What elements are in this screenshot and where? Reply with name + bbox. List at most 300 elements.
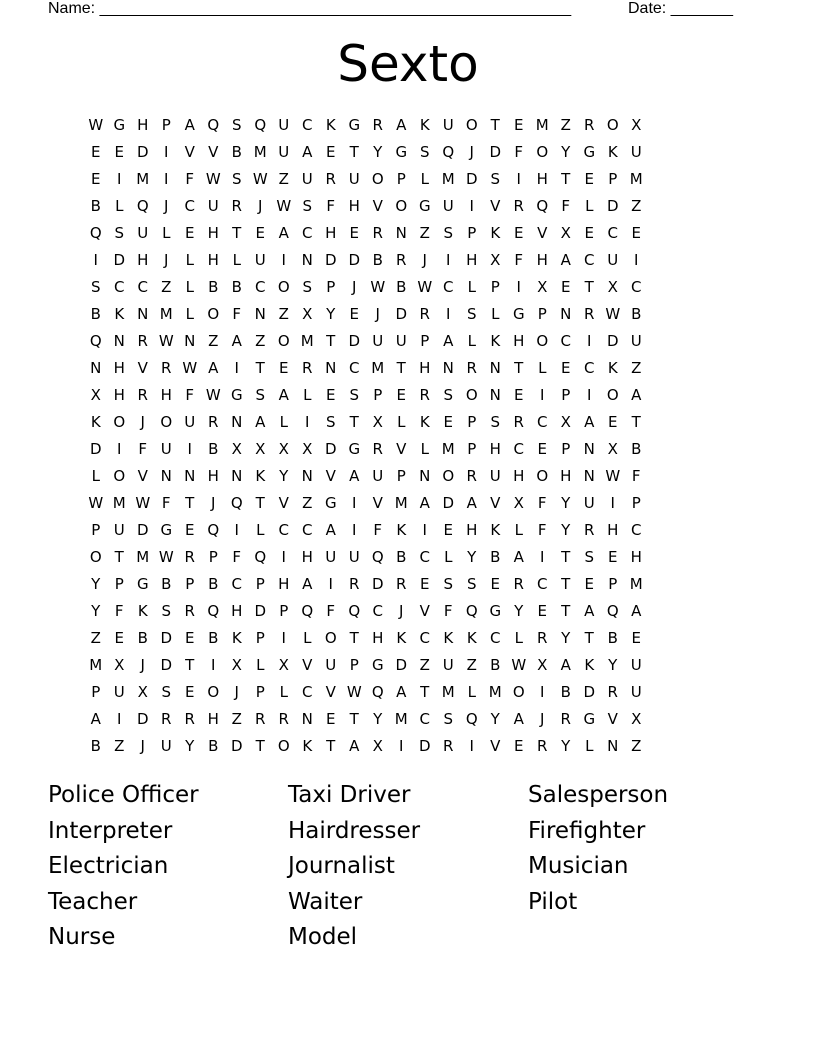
grid-letter: V (607, 710, 618, 728)
grid-letter: C (114, 278, 125, 296)
grid-letter: R (396, 251, 407, 269)
grid-letter: C (302, 116, 313, 134)
grid-letter: L (467, 332, 476, 350)
grid-letter: I (587, 386, 592, 404)
grid-letter: Y (185, 737, 195, 755)
grid-letter: M (89, 656, 103, 674)
grid-letter: F (185, 386, 195, 404)
grid-letter: F (326, 602, 336, 620)
grid-letter: L (514, 629, 523, 647)
grid-letter: V (396, 440, 407, 458)
grid-letter: M (629, 575, 643, 593)
grid-letter: Q (254, 548, 267, 566)
grid-letter: P (631, 494, 641, 512)
grid-letter: S (443, 575, 454, 593)
grid-letter: M (136, 170, 150, 188)
grid-letter: W (158, 548, 174, 566)
grid-letter: K (466, 629, 477, 647)
grid-letter: R (302, 359, 313, 377)
grid-letter: I (305, 413, 310, 431)
grid-letter: T (561, 548, 571, 566)
grid-letter: I (234, 359, 239, 377)
grid-letter: T (514, 359, 524, 377)
grid-letter: I (540, 386, 545, 404)
grid-letter: M (629, 170, 643, 188)
grid-letter: G (348, 116, 361, 134)
grid-letter: M (488, 683, 502, 701)
grid-letter: T (232, 224, 242, 242)
grid-row (84, 598, 648, 625)
grid-letter: L (467, 683, 476, 701)
grid-letter: M (441, 440, 455, 458)
grid-letter: O (207, 683, 220, 701)
grid-letter: X (631, 710, 642, 728)
grid-letter: T (349, 629, 359, 647)
grid-row (84, 571, 648, 598)
grid-letter: V (208, 143, 219, 161)
grid-letter: C (631, 521, 642, 539)
grid-letter: G (136, 575, 149, 593)
grid-letter: M (441, 683, 455, 701)
grid-letter: R (184, 602, 195, 620)
grid-letter: P (373, 386, 383, 404)
grid-letter: D (136, 710, 149, 728)
word-list-item: Taxi Driver (288, 782, 411, 808)
grid-letter: R (137, 386, 148, 404)
grid-letter: R (255, 710, 266, 728)
grid-letter: T (584, 278, 594, 296)
grid-letter: O (371, 170, 384, 188)
word-list-item: Model (288, 924, 358, 951)
grid-letter: L (444, 548, 453, 566)
grid-letter: U (630, 656, 642, 674)
grid-letter: F (114, 602, 124, 620)
grid-row (84, 328, 648, 355)
grid-letter: E (443, 413, 453, 431)
grid-letter: Z (631, 359, 642, 377)
grid-letter: A (631, 602, 642, 620)
grid-letter: L (585, 197, 594, 215)
grid-letter: C (184, 197, 195, 215)
grid-letter: K (490, 224, 501, 242)
grid-letter: A (513, 548, 524, 566)
grid-letter: J (399, 602, 404, 620)
grid-letter: A (560, 656, 571, 674)
grid-letter: T (326, 332, 336, 350)
grid-row (84, 517, 648, 544)
grid-letter: H (231, 602, 243, 620)
grid-letter: O (536, 143, 549, 161)
grid-letter: W (511, 656, 527, 674)
grid-letter: C (607, 224, 618, 242)
grid-letter: I (281, 629, 286, 647)
grid-letter: K (255, 467, 266, 485)
grid-letter: X (607, 440, 618, 458)
grid-letter: D (113, 251, 126, 269)
grid-letter: A (584, 413, 595, 431)
grid-letter: D (324, 440, 337, 458)
grid-letter: I (328, 575, 333, 593)
grid-letter: K (443, 629, 454, 647)
grid-letter: J (140, 737, 145, 755)
grid-letter: T (631, 413, 641, 431)
grid-letter: P (161, 116, 171, 134)
grid-letter: I (211, 656, 216, 674)
grid-letter: R (231, 197, 242, 215)
grid-letter: L (256, 656, 265, 674)
letter-grid (84, 112, 648, 760)
grid-letter: V (184, 143, 195, 161)
grid-letter: P (467, 440, 477, 458)
word-list (48, 778, 768, 956)
grid-letter: Z (466, 656, 477, 674)
grid-letter: I (281, 251, 286, 269)
grid-letter: G (583, 143, 596, 161)
grid-letter: O (536, 467, 549, 485)
grid-letter: B (631, 305, 642, 323)
grid-letter: P (608, 575, 618, 593)
grid-letter: X (560, 224, 571, 242)
grid-letter: L (303, 386, 312, 404)
grid-letter: R (584, 116, 595, 134)
grid-letter: H (560, 467, 572, 485)
grid-letter: E (349, 224, 359, 242)
grid-letter: R (537, 629, 548, 647)
grid-letter: U (442, 116, 454, 134)
grid-letter: O (606, 116, 619, 134)
grid-letter: Z (278, 305, 289, 323)
word-list-item: Musician (528, 853, 629, 880)
grid-letter: I (422, 521, 427, 539)
grid-letter: F (138, 440, 148, 458)
grid-letter: Q (136, 197, 149, 215)
grid-letter: N (419, 467, 431, 485)
grid-letter: Q (207, 521, 220, 539)
grid-letter: J (375, 305, 380, 323)
grid-letter: Z (419, 656, 430, 674)
grid-letter: S (255, 386, 266, 404)
grid-letter: A (560, 251, 571, 269)
grid-letter: T (185, 494, 195, 512)
grid-letter: G (489, 602, 502, 620)
grid-letter: P (255, 683, 265, 701)
grid-row (84, 220, 648, 247)
grid-letter: X (90, 386, 101, 404)
grid-letter: E (443, 521, 453, 539)
grid-letter: O (512, 683, 525, 701)
grid-letter: Q (371, 683, 384, 701)
grid-letter: J (422, 251, 427, 269)
grid-letter: J (164, 251, 169, 269)
grid-letter: I (446, 305, 451, 323)
grid-letter: W (417, 278, 433, 296)
grid-letter: I (234, 521, 239, 539)
grid-letter: A (396, 683, 407, 701)
grid-letter: D (254, 602, 267, 620)
grid-letter: Y (279, 467, 289, 485)
grid-letter: X (231, 440, 242, 458)
grid-row (84, 625, 648, 652)
grid-letter: D (606, 332, 619, 350)
grid-letter: C (302, 683, 313, 701)
grid-letter: U (348, 170, 360, 188)
grid-letter: F (185, 170, 195, 188)
grid-letter: L (491, 305, 500, 323)
grid-letter: U (254, 251, 266, 269)
grid-letter: C (255, 278, 266, 296)
grid-letter: R (607, 683, 618, 701)
grid-letter: R (419, 305, 430, 323)
grid-letter: I (587, 332, 592, 350)
grid-letter: P (396, 467, 406, 485)
grid-letter: W (158, 332, 174, 350)
grid-letter: E (114, 143, 124, 161)
grid-letter: I (117, 170, 122, 188)
grid-letter: X (302, 305, 313, 323)
grid-letter: R (419, 386, 430, 404)
grid-row (84, 733, 648, 760)
grid-letter: M (159, 305, 173, 323)
grid-letter: R (537, 737, 548, 755)
grid-letter: R (325, 170, 336, 188)
grid-letter: A (584, 602, 595, 620)
grid-letter: P (255, 575, 265, 593)
grid-letter: V (537, 224, 548, 242)
grid-letter: Y (467, 548, 477, 566)
grid-letter: A (396, 116, 407, 134)
grid-letter: N (583, 440, 595, 458)
grid-letter: I (634, 251, 639, 269)
grid-letter: H (113, 386, 125, 404)
grid-letter: G (512, 305, 525, 323)
grid-letter: R (584, 521, 595, 539)
grid-letter: R (184, 548, 195, 566)
grid-letter: U (325, 656, 337, 674)
grid-letter: E (349, 305, 359, 323)
grid-letter: N (160, 467, 172, 485)
grid-letter: P (561, 440, 571, 458)
grid-letter: T (396, 359, 406, 377)
grid-letter: S (231, 116, 242, 134)
grid-letter: V (302, 656, 313, 674)
grid-letter: M (136, 548, 150, 566)
grid-row (84, 436, 648, 463)
grid-letter: U (583, 494, 595, 512)
grid-letter: E (584, 575, 594, 593)
grid-letter: X (372, 413, 383, 431)
grid-letter: C (537, 575, 548, 593)
grid-letter: C (278, 521, 289, 539)
grid-letter: O (277, 278, 290, 296)
grid-letter: A (325, 521, 336, 539)
grid-letter: U (489, 467, 501, 485)
grid-letter: X (537, 278, 548, 296)
grid-letter: R (161, 710, 172, 728)
grid-letter: H (513, 467, 525, 485)
grid-letter: J (164, 197, 169, 215)
grid-letter: R (208, 413, 219, 431)
grid-letter: C (349, 359, 360, 377)
grid-letter: A (231, 332, 242, 350)
grid-letter: E (185, 521, 195, 539)
grid-letter: R (584, 305, 595, 323)
grid-letter: S (302, 197, 313, 215)
grid-letter: P (114, 575, 124, 593)
grid-letter: A (466, 494, 477, 512)
grid-letter: E (631, 224, 641, 242)
grid-letter: Q (207, 602, 220, 620)
word-list-item: Salesperson (528, 782, 669, 808)
grid-letter: C (560, 332, 571, 350)
grid-letter: D (418, 737, 431, 755)
grid-letter: K (396, 629, 407, 647)
grid-letter: B (137, 629, 148, 647)
grid-letter: G (230, 386, 243, 404)
grid-letter: M (394, 710, 408, 728)
grid-letter: A (513, 710, 524, 728)
grid-letter: G (324, 494, 337, 512)
grid-letter: L (279, 683, 288, 701)
grid-letter: S (325, 413, 336, 431)
grid-letter: J (352, 278, 357, 296)
grid-letter: I (516, 170, 521, 188)
grid-letter: P (396, 170, 406, 188)
grid-letter: I (399, 737, 404, 755)
grid-letter: G (395, 143, 408, 161)
grid-letter: R (349, 575, 360, 593)
grid-letter: T (561, 170, 571, 188)
grid-letter: N (489, 359, 501, 377)
grid-letter: S (490, 170, 501, 188)
grid-letter: X (302, 440, 313, 458)
grid-letter: S (443, 386, 454, 404)
grid-letter: X (137, 683, 148, 701)
grid-letter: C (513, 440, 524, 458)
grid-letter: Q (230, 494, 243, 512)
grid-letter: E (91, 143, 101, 161)
grid-letter: O (465, 116, 478, 134)
grid-letter: W (252, 170, 268, 188)
grid-letter: F (443, 602, 453, 620)
grid-letter: S (584, 548, 595, 566)
grid-letter: N (301, 467, 313, 485)
grid-letter: D (395, 305, 408, 323)
grid-letter: W (88, 494, 104, 512)
grid-letter: N (137, 305, 149, 323)
grid-letter: V (490, 197, 501, 215)
word-list-item: Firefighter (528, 817, 646, 844)
grid-letter: E (185, 629, 195, 647)
grid-letter: O (113, 467, 126, 485)
grid-letter: B (208, 575, 219, 593)
grid-letter: B (490, 656, 501, 674)
grid-letter: N (254, 305, 266, 323)
grid-row (84, 463, 648, 490)
grid-row (84, 490, 648, 517)
grid-letter: M (441, 170, 455, 188)
grid-letter: T (349, 143, 359, 161)
grid-letter: R (278, 710, 289, 728)
grid-letter: L (397, 413, 406, 431)
grid-letter: Q (536, 197, 549, 215)
grid-letter: B (90, 737, 101, 755)
grid-letter: R (513, 197, 524, 215)
grid-letter: G (160, 521, 173, 539)
grid-letter: L (185, 305, 194, 323)
grid-letter: J (140, 413, 145, 431)
grid-letter: M (371, 359, 385, 377)
grid-letter: B (372, 251, 383, 269)
grid-letter: I (352, 494, 357, 512)
grid-letter: O (536, 332, 549, 350)
grid-letter: E (584, 224, 594, 242)
grid-letter: V (278, 494, 289, 512)
grid-letter: K (584, 656, 595, 674)
grid-letter: I (540, 683, 545, 701)
grid-letter: U (630, 332, 642, 350)
grid-letter: L (279, 413, 288, 431)
grid-letter: F (514, 143, 524, 161)
grid-letter: S (114, 224, 125, 242)
grid-row (84, 193, 648, 220)
grid-letter: U (325, 548, 337, 566)
grid-letter: X (607, 278, 618, 296)
grid-letter: H (301, 548, 313, 566)
grid-letter: N (90, 359, 102, 377)
grid-letter: S (161, 602, 172, 620)
grid-letter: A (349, 737, 360, 755)
grid-letter: U (207, 197, 219, 215)
grid-letter: M (253, 143, 267, 161)
grid-letter: E (279, 359, 289, 377)
grid-letter: B (208, 278, 219, 296)
grid-letter: Y (91, 602, 101, 620)
grid-letter: U (160, 440, 172, 458)
grid-letter: X (537, 656, 548, 674)
grid-letter: S (161, 683, 172, 701)
grid-letter: K (607, 359, 618, 377)
grid-letter: F (537, 521, 547, 539)
grid-letter: Z (302, 494, 313, 512)
grid-letter: Q (465, 710, 478, 728)
grid-letter: A (302, 143, 313, 161)
grid-letter: T (255, 359, 265, 377)
grid-letter: F (373, 521, 383, 539)
grid-letter: J (258, 197, 263, 215)
grid-letter: Z (419, 224, 430, 242)
grid-letter: C (419, 710, 430, 728)
grid-letter: K (325, 116, 336, 134)
grid-letter: F (514, 251, 524, 269)
grid-letter: Z (208, 332, 219, 350)
grid-letter: E (608, 413, 618, 431)
grid-letter: W (205, 386, 221, 404)
grid-letter: S (466, 305, 477, 323)
grid-letter: C (584, 251, 595, 269)
grid-letter: B (396, 278, 407, 296)
grid-letter: D (160, 629, 173, 647)
grid-letter: D (489, 143, 502, 161)
grid-letter: I (610, 494, 615, 512)
grid-letter: N (231, 467, 243, 485)
word-list-item: Hairdresser (288, 817, 421, 844)
grid-letter: E (537, 440, 547, 458)
grid-letter: I (187, 440, 192, 458)
grid-letter: R (466, 359, 477, 377)
grid-letter: U (372, 332, 384, 350)
grid-letter: P (326, 278, 336, 296)
grid-letter: Z (90, 629, 101, 647)
